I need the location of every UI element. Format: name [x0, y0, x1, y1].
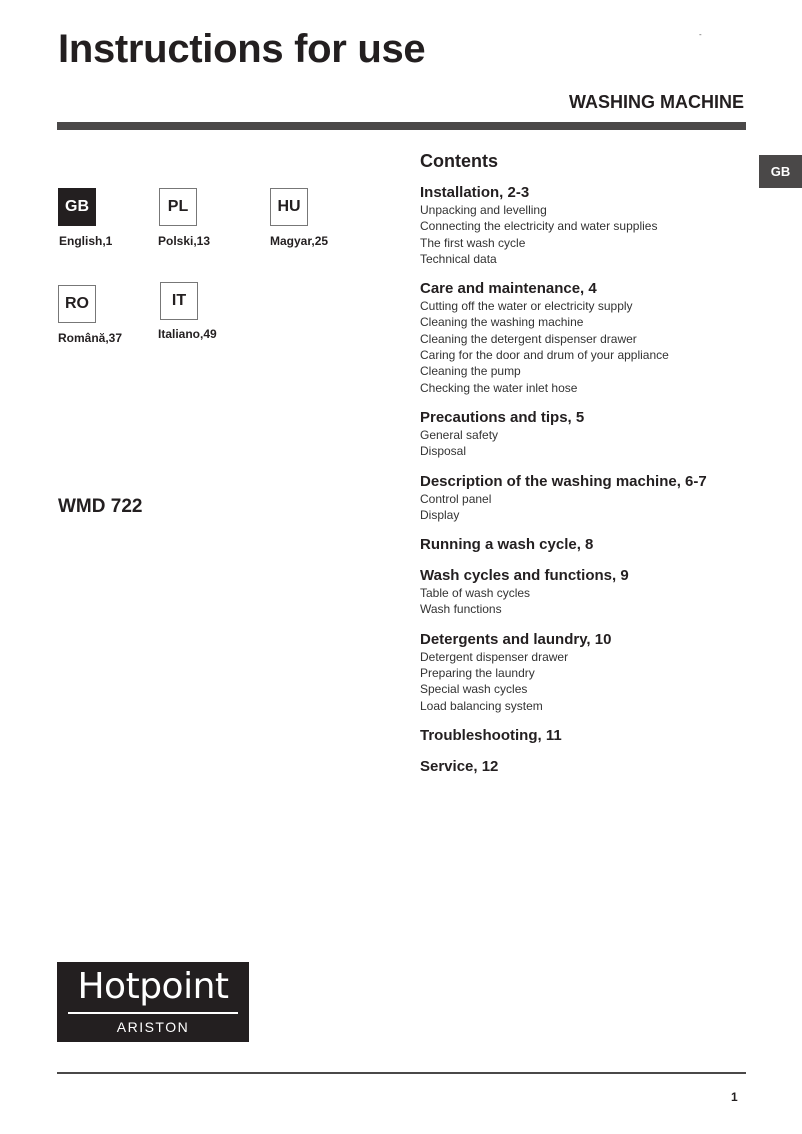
- toc-section-title: Description of the washing machine, 6-7: [420, 472, 707, 490]
- toc-item: Display: [420, 507, 460, 522]
- toc-item: Control panel: [420, 491, 492, 506]
- logo-sub: ARISTON: [116, 1019, 190, 1035]
- language-box-it: IT: [160, 282, 198, 320]
- toc-item: Wash functions: [420, 602, 502, 617]
- product-category: WASHING MACHINE: [569, 92, 744, 112]
- toc-section-title: Precautions and tips, 5: [420, 408, 585, 426]
- page-number: 1: [731, 1090, 738, 1104]
- toc-item: Cleaning the detergent dispenser drawer: [420, 331, 637, 346]
- hotpoint-ariston-logo: [57, 962, 249, 1042]
- toc-section-title: Running a wash cycle, 8: [420, 536, 594, 554]
- toc-item: Caring for the door and drum of your appliance: [420, 348, 669, 363]
- model-number: WMD 722: [58, 496, 143, 517]
- toc-item: Preparing the laundry: [420, 666, 535, 681]
- header-rule: [57, 122, 746, 130]
- footer-rule: [57, 1072, 746, 1074]
- logo-divider: [68, 1012, 238, 1014]
- toc-section-title: Troubleshooting, 11: [420, 726, 562, 744]
- language-box-ro: RO: [58, 285, 96, 323]
- toc-item: Checking the water inlet hose: [420, 380, 578, 395]
- toc-section-precautions: [420, 409, 770, 460]
- language-side-tab: GB: [759, 155, 802, 188]
- toc-item: Special wash cycles: [420, 682, 528, 697]
- toc-item: Cutting off the water or electricity supply: [420, 299, 633, 314]
- toc-section-title: Installation, 2-3: [420, 184, 530, 201]
- language-box-hu: HU: [270, 188, 308, 226]
- toc-item: Connecting the electricity and water supplies: [420, 219, 658, 234]
- toc-section-description: [420, 473, 770, 524]
- toc-section-detergents: [420, 631, 770, 714]
- logo-brand: Hotpoint: [77, 966, 229, 1007]
- toc-item: Disposal: [420, 444, 467, 459]
- toc-section-title: Service, 12: [420, 757, 499, 775]
- toc-item: General safety: [420, 427, 499, 442]
- language-label-it: Italiano,49: [158, 327, 217, 341]
- toc-item: Detergent dispenser drawer: [420, 649, 569, 664]
- toc-item: Technical data: [420, 251, 497, 266]
- toc-section-troubleshooting: [420, 727, 770, 745]
- toc-section-title: Care and maintenance, 4: [420, 280, 597, 298]
- language-box-pl: PL: [159, 188, 197, 226]
- toc-item: Cleaning the pump: [420, 364, 521, 379]
- toc-section-care: [420, 280, 770, 396]
- table-of-contents: [420, 151, 770, 789]
- toc-item: Unpacking and levelling: [420, 203, 547, 217]
- toc-item: The first wash cycle: [420, 235, 526, 250]
- mark: -: [699, 30, 702, 39]
- toc-section-title: Detergents and laundry, 10: [420, 630, 612, 648]
- toc-item: Load balancing system: [420, 698, 543, 713]
- toc-section-title: Wash cycles and functions, 9: [420, 567, 629, 585]
- toc-section-running: [420, 536, 770, 554]
- language-box-gb: GB: [58, 188, 96, 226]
- language-label-hu: Magyar,25: [270, 234, 329, 248]
- toc-item: Cleaning the washing machine: [420, 315, 584, 330]
- contents-heading: Contents: [420, 151, 498, 171]
- toc-section-installation: [420, 184, 770, 267]
- language-label-pl: Polski,13: [158, 234, 211, 248]
- language-label-ro: Română,37: [58, 331, 123, 345]
- page-title: Instructions for use: [58, 27, 426, 71]
- toc-section-service: [420, 758, 770, 776]
- language-label-gb: English,1: [59, 234, 113, 248]
- toc-item: Table of wash cycles: [420, 586, 531, 601]
- toc-section-wash-cycles: [420, 567, 770, 618]
